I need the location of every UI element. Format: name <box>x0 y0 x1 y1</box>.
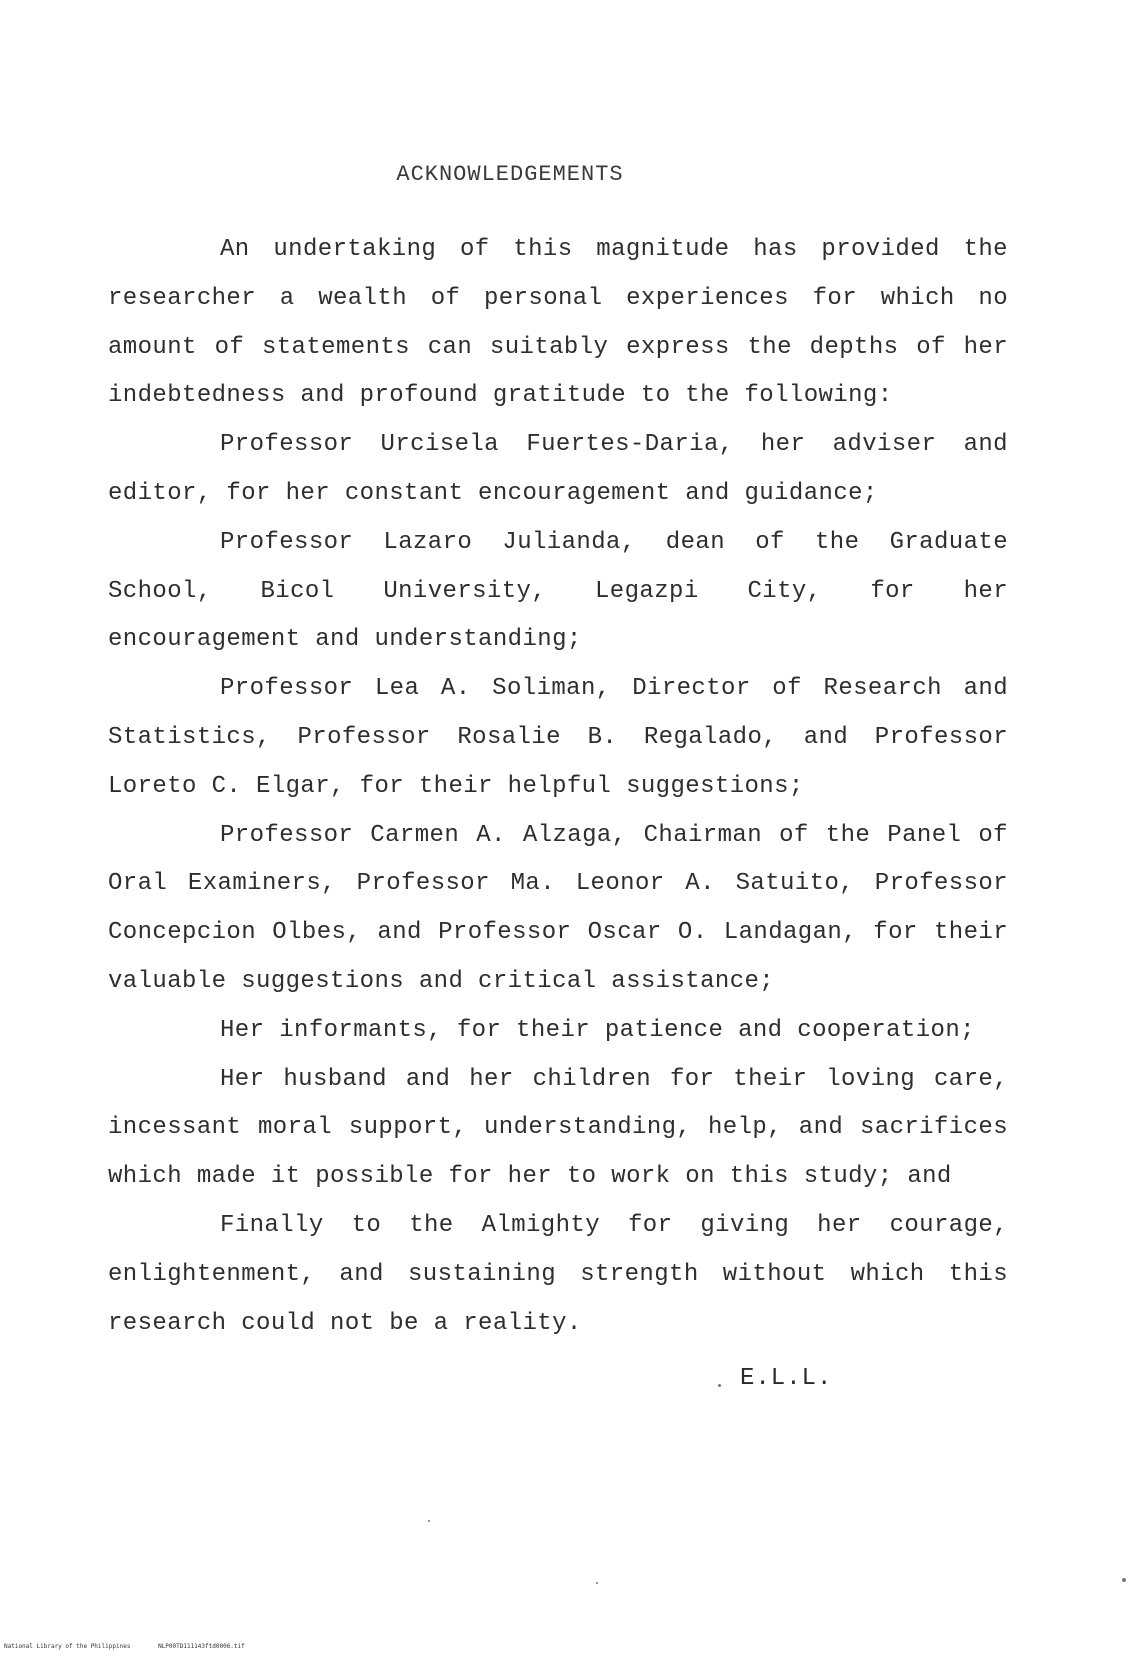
paragraph-research-director: Professor Lea A. Soliman, Director of Research and Statistics, Professor Rosalie B. Regalado, and Professor Loreto C. Elgar, for their helpful suggestions; <box>108 675 1008 800</box>
scan-speck <box>596 1582 598 1584</box>
acknowledgement-body <box>108 226 1008 1348</box>
paragraph-panel: Professor Carmen A. Alzaga, Chairman of the Panel of Oral Examiners, Professor Ma. Leonor A. Satuito, Professor Concepcion Olbes, and Professor Oscar O. Landagan, for their valuable suggestions and critical assistance; <box>108 821 1008 995</box>
scan-speck <box>428 1520 430 1522</box>
footer-file: NLP00TD111143ftd0006.tif <box>158 1643 245 1650</box>
footer-library: National Library of the Philippines <box>4 1643 131 1650</box>
scan-speck <box>718 1384 721 1387</box>
page-title: ACKNOWLEDGEMENTS <box>396 162 624 187</box>
paragraph-almighty: Finally to the Almighty for giving her courage, enlightenment, and sustaining strength without which this research could not be a reality. <box>108 1211 1008 1337</box>
paragraph-intro: An undertaking of this magnitude has provided the researcher a wealth of personal experiences for which no amount of statements can suitably express the depths of her indebtedness and profound gratitude to the following: <box>108 236 1008 410</box>
scan-speck <box>1122 1578 1126 1582</box>
paragraph-adviser: Professor Urcisela Fuertes-Daria, her adviser and editor, for her constant encouragement and guidance; <box>108 431 1008 507</box>
paragraph-dean: Professor Lazaro Julianda, dean of the Graduate School, Bicol University, Legazpi City, for her encouragement and understanding; <box>108 528 1008 654</box>
paragraph-informants: Her informants, for their patience and cooperation; <box>220 1016 975 1044</box>
scan-footer <box>4 1643 245 1650</box>
paragraph-family: Her husband and her children for their loving care, incessant moral support, understanding, help, and sacrifices which made it possible for her to work on this study; and <box>108 1065 1008 1191</box>
signature-initials: E.L.L. <box>740 1365 833 1392</box>
